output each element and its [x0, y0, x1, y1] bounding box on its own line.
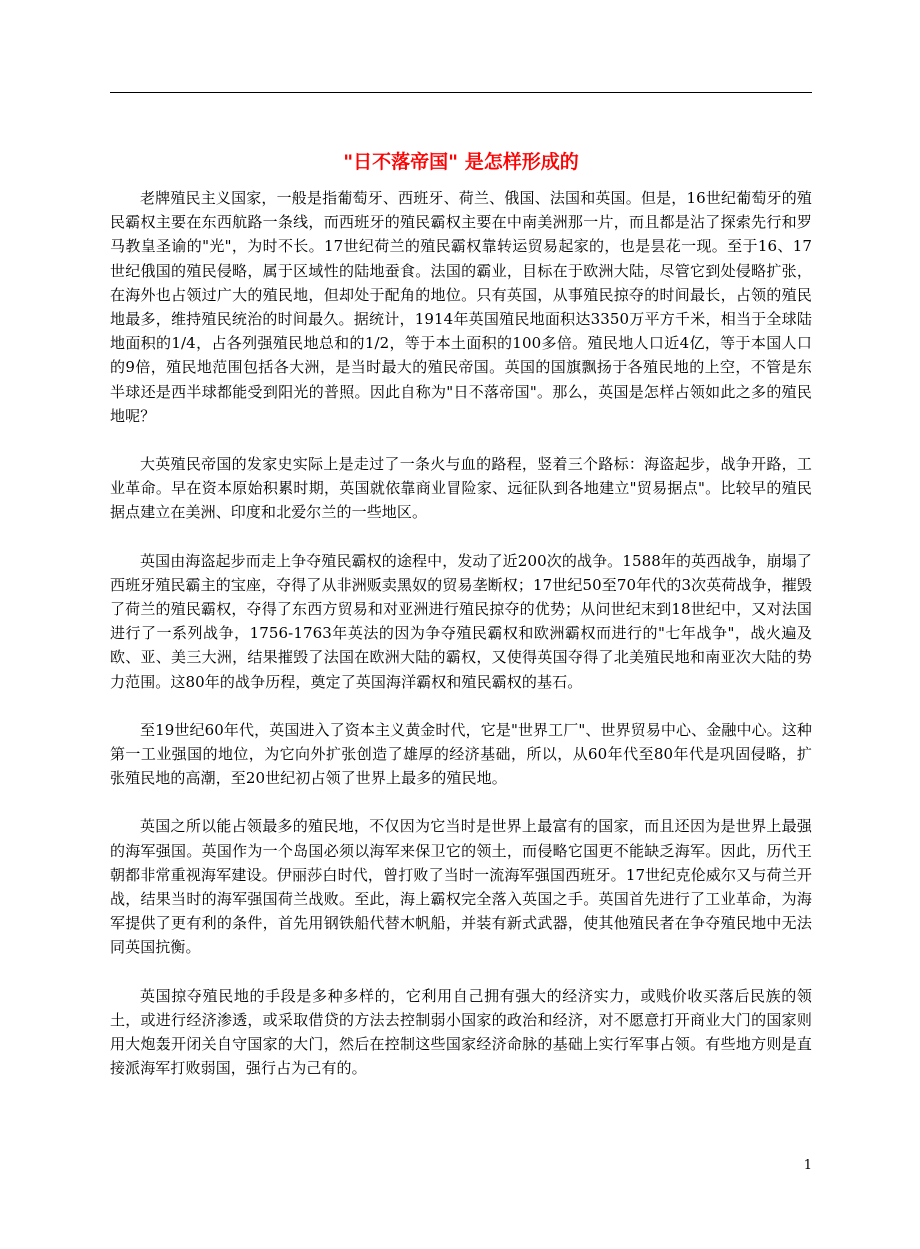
paragraph-1: 老牌殖民主义国家，一般是指葡萄牙、西班牙、荷兰、俄国、法国和英国。但是，16世纪葡萄牙的殖民霸权主要在东西航路一条线，而西班牙的殖民霸权主要在中南美洲那一片，而且都是沾了探索先行和罗马教皇圣谕的"光"，为时不长。17世纪荷兰的殖民霸权靠转运贸易起家的，也是昙花一现。至于16、17世纪俄国的殖民侵略，属于区域性的陆地蚕食。法国的霸业，目标在于欧洲大陆，尽管它到处侵略扩张，在海外也占领过广大的殖民地，但却处于配角的地位。只有英国，从事殖民掠夺的时间最长，占领的殖民地最多，维持殖民统治的时间最久。据统计，1914年英国殖民地面积达3350万平方千米，相当于全球陆地面积的1/4，占各列强殖民地总和的1/2，等于本土面积的100多倍。殖民地人口近4亿，等于本国人口的9倍，殖民地范围包括各大洲，是当时最大的殖民帝国。英国的国旗飘扬于各殖民地的上空，不管是东半球还是西半球都能受到阳光的普照。因此自称为"日不落帝国"。那么，英国是怎样占领如此之多的殖民地呢？ [110, 189, 812, 425]
paragraph-5: 英国之所以能占领最多的殖民地，不仅因为它当时是世界上最富有的国家，而且还因为是世界上最强的海军强国。英国作为一个岛国必须以海军来保卫它的领土，而侵略它国更不能缺乏海军。因此，历代王朝都非常重视海军建设。伊丽莎白时代，曾打败了当时一流海军强国西班牙。17世纪克伦威尔又与荷兰开战，结果当时的海军强国荷兰战败。至此，海上霸权完全落入英国之手。英国首先进行了工业革命，为海军提供了更有利的条件，首先用钢铁船代替木帆船，并装有新式武器，使其他殖民者在争夺殖民地中无法同英国抗衡。 [110, 817, 812, 957]
page-title: "日不落帝国" 是怎样形成的 [343, 151, 579, 173]
header-rule [110, 92, 812, 93]
paragraph-2: 大英殖民帝国的发家史实际上是走过了一条火与血的路程，竖着三个路标：海盗起步，战争开路，工业革命。早在资本原始积累时期，英国就依靠商业冒险家、远征队到各地建立"贸易据点"。比较早的殖民据点建立在美洲、印度和北爱尔兰的一些地区。 [110, 455, 812, 522]
paragraph-3: 英国由海盗起步而走上争夺殖民霸权的途程中，发动了近200次的战争。1588年的英西战争，崩塌了西班牙殖民霸主的宝座，夺得了从非洲贩卖黑奴的贸易垄断权；17世纪50至70年代的3次英荷战争，摧毁了荷兰的殖民霸权，夺得了东西方贸易和对亚洲进行殖民掠夺的优势；从问世纪末到18世纪中，又对法国进行了一系列战争，1756-1763年英法的因为争夺殖民霸权和欧洲霸权而进行的"七年战争"，战火遍及欧、亚、美三大洲，结果摧毁了法国在欧洲大陆的霸权，又使得英国夺得了北美殖民地和南亚次大陆的势力范围。这80年的战争历程，奠定了英国海洋霸权和殖民霸权的基石。 [110, 551, 812, 691]
page-number: 1 [803, 1158, 812, 1173]
paragraph-6: 英国掠夺殖民地的手段是多种多样的，它利用自己拥有强大的经济实力，或贱价收买落后民族的领土，或进行经济渗透，或采取借贷的方法去控制弱小国家的政治和经济，对不愿意打开商业大门的国家则用大炮轰开闭关自守国家的大门，然后在控制这些国家经济命脉的基础上实行军事占领。有些地方则是直接派海军打败弱国，强行占为己有的。 [110, 986, 812, 1078]
article-body [110, 186, 812, 1105]
paragraph-4: 至19世纪60年代，英国进入了资本主义黄金时代，它是"世界工厂"、世界贸易中心、金融中心。这种第一工业强国的地位，为它向外扩张创造了雄厚的经济基础，所以，从60年代至80年代是巩固侵略，扩张殖民地的高潮，至20世纪初占领了世界上最多的殖民地。 [110, 720, 812, 788]
